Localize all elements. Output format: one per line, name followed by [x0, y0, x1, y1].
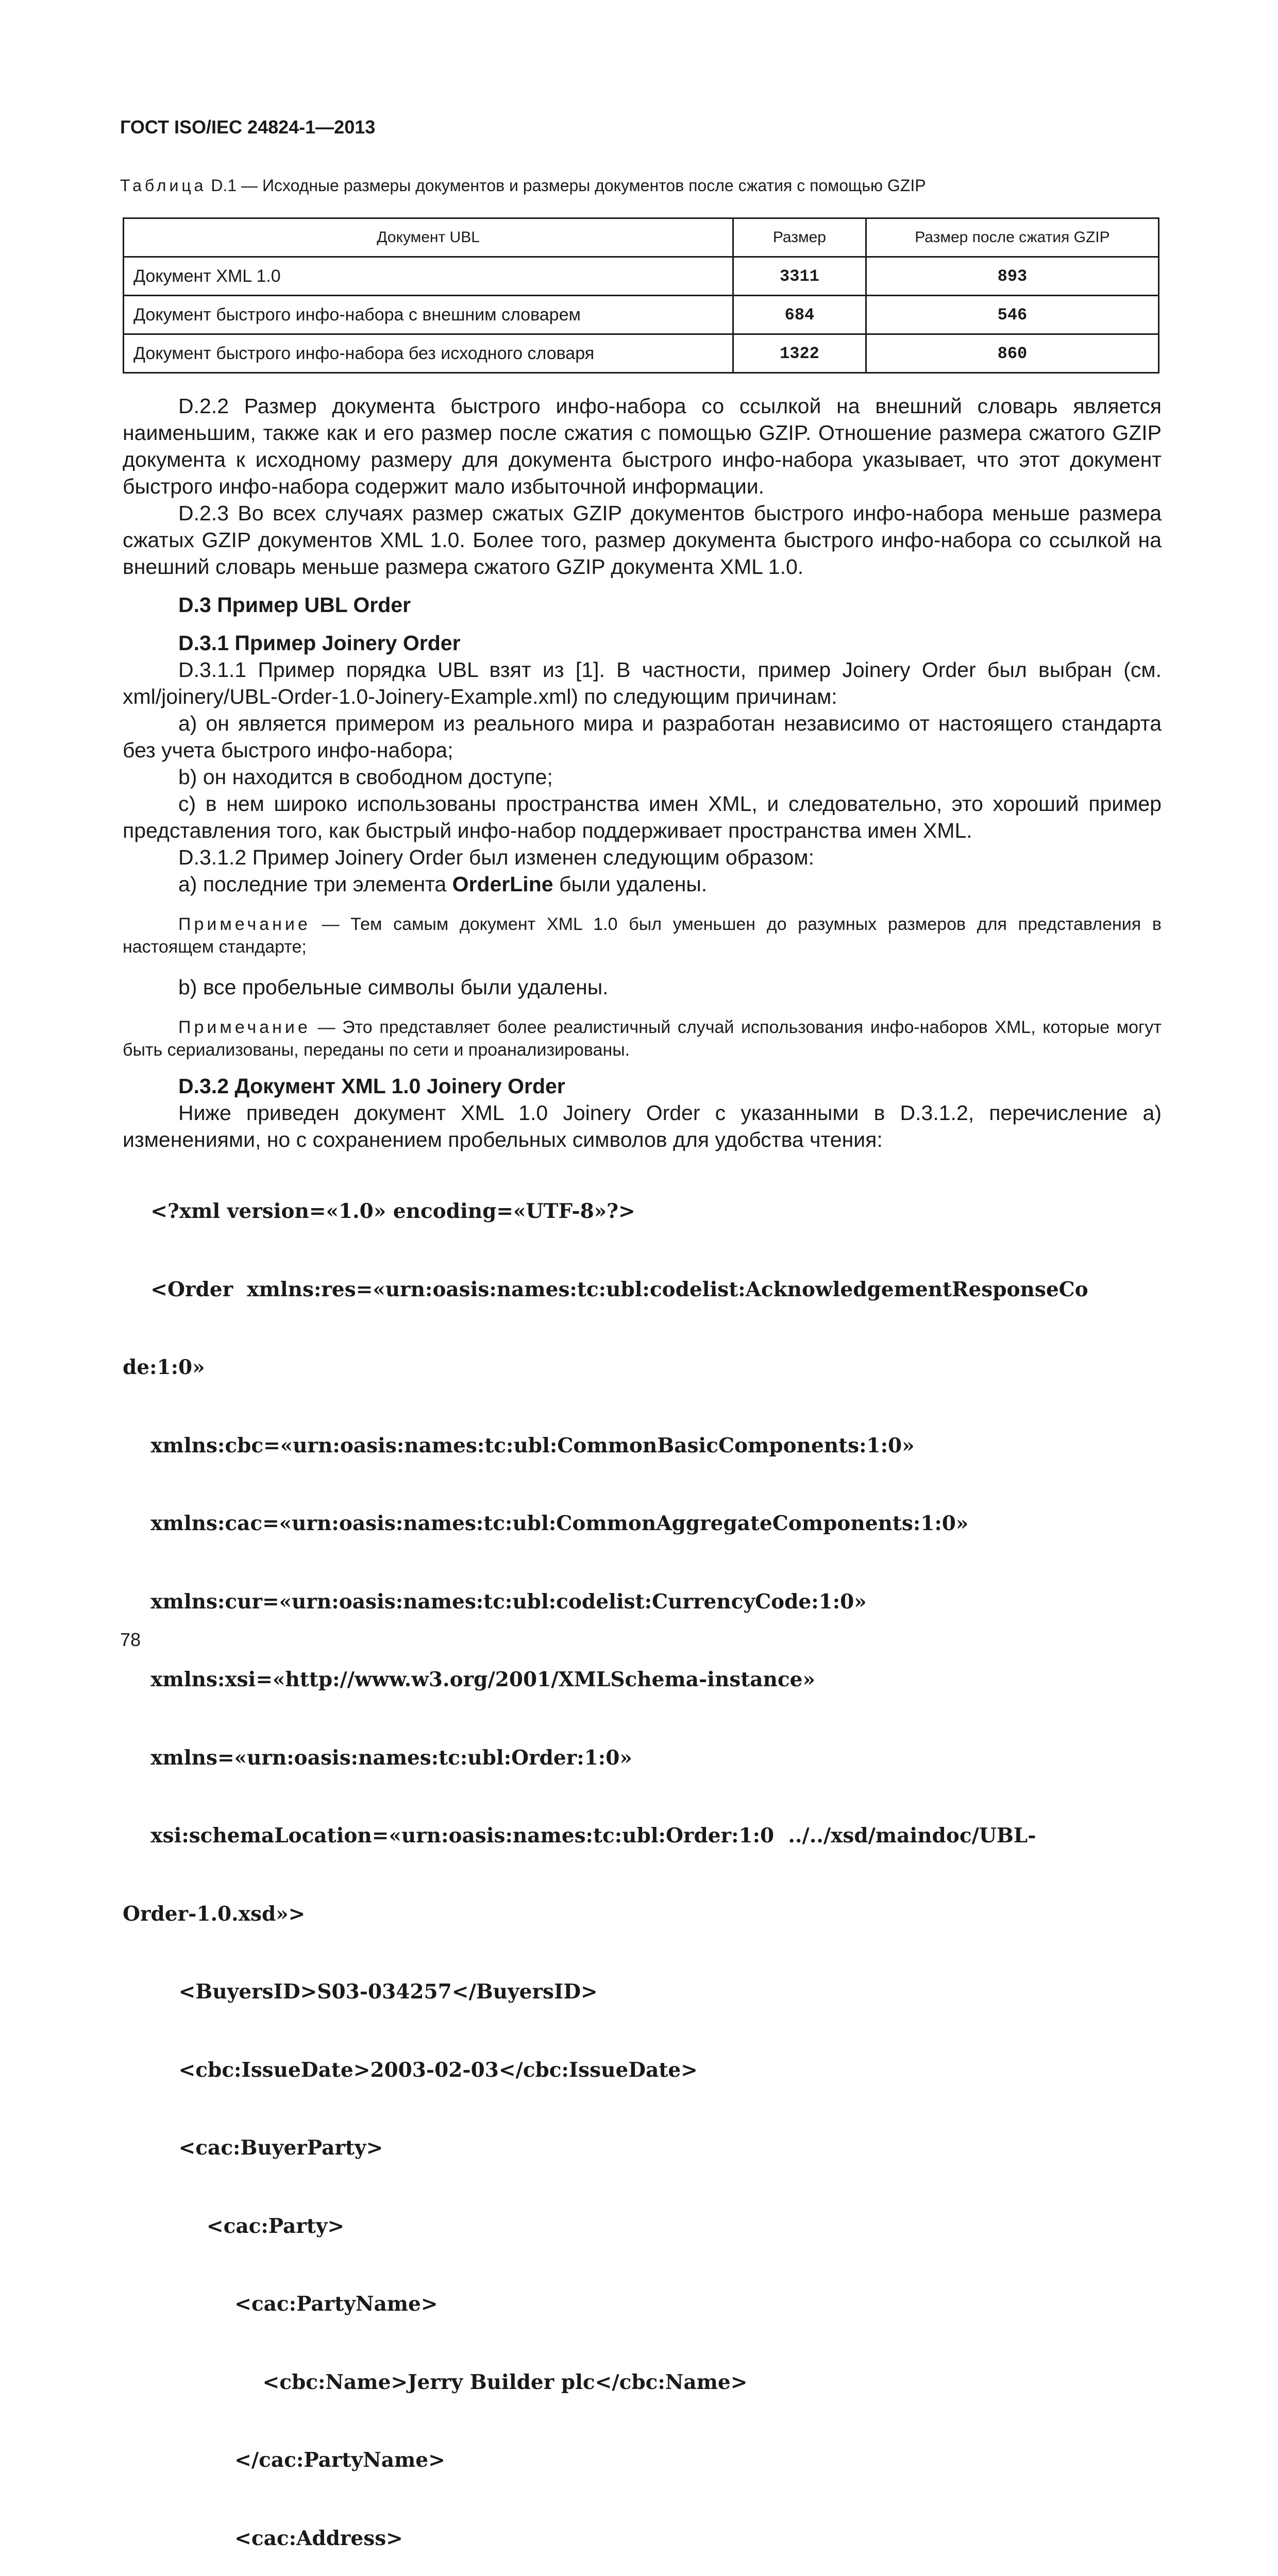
code-line: <cbc:Name>Jerry Builder plc</cbc:Name> [123, 2370, 748, 2394]
table-header-cell: Размер [733, 218, 866, 257]
list-item: b) он находится в свободном доступе; [178, 765, 553, 789]
code-line: de:1:0» [123, 1355, 205, 1379]
code-listing [123, 1146, 1162, 2576]
code-line: xmlns=«urn:oasis:names:tc:ubl:Order:1:0» [123, 1745, 632, 1770]
document-header: ГОСТ ISO/IEC 24824-1—2013 [120, 116, 376, 138]
code-line: <cac:Address> [123, 2526, 403, 2550]
code-line: xmlns:cbc=«urn:oasis:names:tc:ubl:CommonBasicComponents:1:0» [123, 1433, 915, 1458]
table-caption-text: D.1 — Исходные размеры документов и размеры документов после сжатия с помощью GZIP [211, 176, 926, 195]
code-line: xmlns:cur=«urn:oasis:names:tc:ubl:codelist:CurrencyCode:1:0» [123, 1589, 867, 1614]
code-line: <?xml version=«1.0» encoding=«UTF-8»?> [123, 1199, 635, 1223]
page-number: 78 [120, 1629, 141, 1650]
section-heading: D.3 Пример UBL Order [178, 593, 411, 617]
list-item: а) он является примером из реального мира и разработан независимо от настоящего стандарта без учета быстрого инфо-набора; [123, 711, 1162, 762]
note-text: — Это представляет более реалистичный случай использования инфо-наборов XML, которые могут быть сериализованы, переданы по сети и проанализированы. [123, 1018, 1162, 1060]
paragraph: D.3.1.1 Пример порядка UBL взят из [1]. В частности, пример Joinery Order был выбран (см. xml/joinery/UBL-Order-1.0-Joinery-Example.xml) по следующим причинам: [123, 658, 1162, 708]
list-item: с) в нем широко использованы пространства имен XML, и следовательно, это хороший пример представления того, как быстрый инфо-набор поддерживает пространства имен XML. [123, 792, 1162, 842]
list-item-text: были удалены. [553, 872, 708, 896]
code-line: <cbc:IssueDate>2003-02-03</cbc:IssueDate> [123, 2058, 698, 2082]
paragraph: D.2.2 Размер документа быстрого инфо-набора со ссылкой на внешний словарь является наименьшим, также как и его размер после сжатия с помощью GZIP. Отношение размера сжатого GZIP документа к исходному размеру для документа быстрого инфо-набора указывает, что этот документ быстрого инфо-набора содержит мало избыточной информации. [123, 394, 1162, 498]
code-line: </cac:PartyName> [123, 2448, 445, 2472]
table-caption [120, 176, 926, 195]
table-caption-label: Таблица [120, 176, 207, 195]
list-item-bold-term: OrderLine [452, 872, 553, 896]
table-cell: 684 [733, 296, 866, 334]
paragraph: D.2.3 Во всех случаях размер сжатых GZIP документов быстрого инфо-набора меньше размера сжатых GZIP документов XML 1.0. Более того, размер документа быстрого инфо-набора со ссылкой на внешний словарь меньше размера сжатого GZIP документа XML 1.0. [123, 501, 1162, 579]
table-cell: Документ XML 1.0 [124, 257, 733, 296]
table-row [124, 257, 1159, 296]
code-line: <Order xmlns:res=«urn:oasis:names:tc:ubl:codelist:AcknowledgementResponseCo [123, 1277, 1088, 1301]
section-heading: D.3.2 Документ XML 1.0 Joinery Order [178, 1074, 565, 1098]
note-label: Примечание [178, 1018, 311, 1037]
code-line: <BuyersID>S03-034257</BuyersID> [123, 1980, 598, 2004]
table-cell: 1322 [733, 334, 866, 373]
table-header-cell: Документ UBL [124, 218, 733, 257]
note [123, 1016, 1162, 1061]
table-header-cell: Размер после сжатия GZIP [866, 218, 1158, 257]
table-row [124, 334, 1159, 373]
note-text: — Тем самым документ XML 1.0 был уменьшен до разумных размеров для представления в настоящем стандарте; [123, 914, 1162, 957]
section-heading: D.3.1 Пример Joinery Order [178, 631, 461, 655]
table-row [124, 296, 1159, 334]
code-line: <cac:BuyerParty> [123, 2136, 383, 2160]
list-item-text: а) последние три элемента [178, 872, 452, 896]
code-line: <cac:PartyName> [123, 2292, 438, 2316]
list-item: b) все пробельные символы были удалены. [178, 975, 609, 999]
code-line: xsi:schemaLocation=«urn:oasis:names:tc:ubl:Order:1:0 ../../xsd/maindoc/UBL- [123, 1824, 1036, 1848]
code-line: xmlns:cac=«urn:oasis:names:tc:ubl:CommonAggregateComponents:1:0» [123, 1512, 969, 1535]
code-line: Order-1.0.xsd»> [123, 1902, 306, 1926]
table-cell: Документ быстрого инфо-набора без исходного словаря [124, 334, 733, 373]
size-table [123, 217, 1159, 374]
list-item [123, 871, 1162, 897]
note-label: Примечание [178, 914, 311, 934]
table-cell: 893 [866, 257, 1158, 296]
table-cell: 860 [866, 334, 1158, 373]
table-header-row [124, 218, 1159, 257]
paragraph: Ниже приведен документ XML 1.0 Joinery Order с указанными в D.3.1.2, перечисление а) изменениями, но с сохранением пробельных символов для удобства чтения: [123, 1101, 1162, 1151]
note [123, 913, 1162, 958]
table-cell: 3311 [733, 257, 866, 296]
paragraph: D.3.1.2 Пример Joinery Order был изменен следующим образом: [178, 845, 814, 869]
table-cell: Документ быстрого инфо-набора с внешним словарем [124, 296, 733, 334]
body-text [123, 393, 1162, 1153]
table-cell: 546 [866, 296, 1158, 334]
code-line: <cac:Party> [123, 2214, 345, 2238]
code-line: xmlns:xsi=«http://www.w3.org/2001/XMLSchema-instance» [123, 1668, 815, 1691]
